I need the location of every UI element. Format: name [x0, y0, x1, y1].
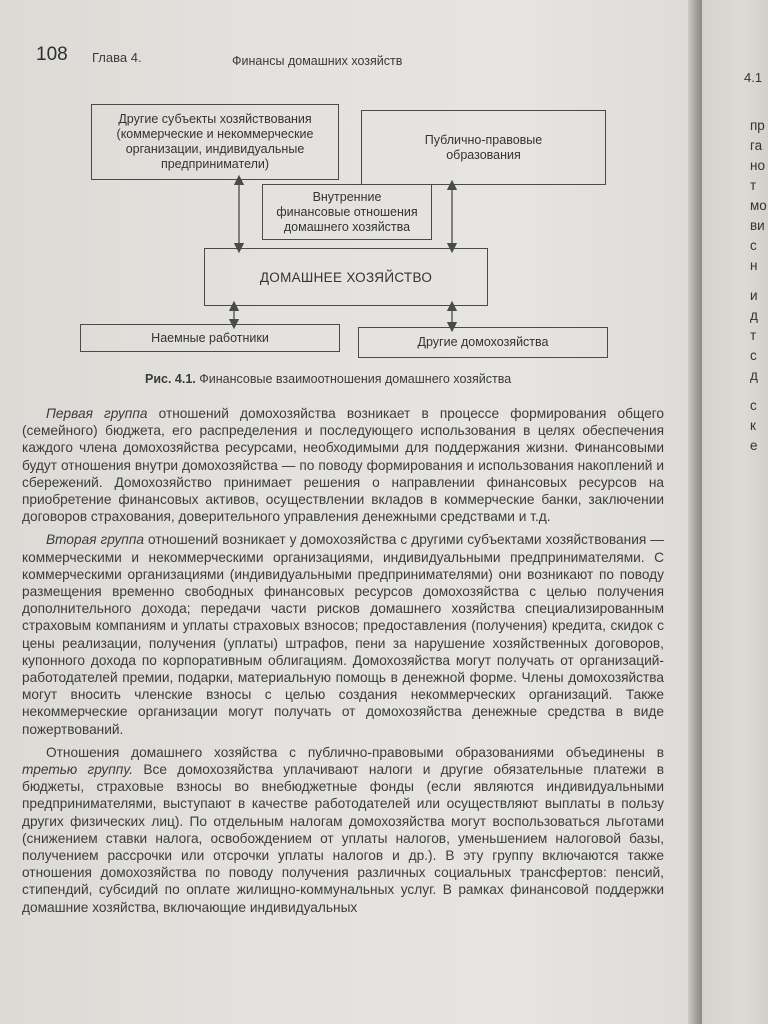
- next-page-fragment: и: [750, 288, 758, 303]
- box-public-entities-line: образования: [446, 147, 521, 162]
- box-other-entities-line: Другие субъекты хозяйствования: [118, 112, 312, 126]
- next-page-heading: 4.1: [744, 70, 763, 85]
- next-page-fragment: мо: [750, 198, 767, 213]
- box-hired-workers: Наемные работники: [80, 324, 340, 352]
- next-page-fragment: н: [750, 258, 758, 273]
- paragraph-first-group-em: Первая группа: [46, 406, 148, 421]
- chapter-label: Глава 4.: [92, 50, 142, 65]
- paragraph-second-group-em: Вторая группа: [46, 532, 144, 548]
- box-public-entities: [361, 110, 606, 185]
- next-page-fragment: га: [750, 138, 763, 153]
- figure-caption: [145, 372, 511, 386]
- paragraph-third-group-text-a: Отношения домашнего хозяйства с публично-правовыми образованиями объединены в: [46, 744, 664, 760]
- paragraph-second-group: [22, 531, 664, 737]
- figure-caption-label: Рис. 4.1.: [145, 372, 196, 386]
- box-internal-relations-line: домашнего хозяйства: [283, 219, 411, 234]
- paragraph-first-group-text: отношений домохозяйства возникает в процессе формирования общего (семейного) бюджета, его распределения и последующего использования в целях обеспечения каждого члена домохозяйства ресурсами, необходимыми для поддержания жизни. Финансовыми будут отношения внутри домохозяйства — по поводу формирования и использования накоплений и сбережений. Домохозяйство принимает решения о направлении финансовых ресурсов на приобретение финансовых активов, осуществлении вкладов в коммерческие банки, заключении договоров страхования, доверительного управления денежными средствами и т.д.: [22, 406, 664, 525]
- paragraph-third-group-em: третью группу.: [22, 762, 134, 778]
- paragraph-third-group: [22, 744, 664, 916]
- box-internal-relations-line: финансовые отношения: [276, 204, 418, 219]
- next-page-fragment: т: [750, 328, 757, 343]
- paragraph-second-group-text: отношений возникает у домохозяйства с другими субъектами хозяйствования — коммерческими и некоммерческими организациями, индивидуальными предпринимателями. С коммерческими организациями (индивидуальными предпринимателями) они возникают по поводу размещения временно свободных финансовых ресурсов домохозяйства с целью получения дополнительного дохода; передачи части рисков домашнего хозяйства специализированным страховым компаниям и уплаты страховых взносов; предоставления (получения) кредита, скидок с цены реализации, получения (уплаты) штрафов, пени за нарушение хозяйственных договоров, купонного дохода по корпоративным облигациям. Домохозяйства могут получать от организаций-работодателей премии, подарки, материальную помощь в денежной форме. Члены домохозяйства могут вносить членские взносы с целью создания некоммерческих организаций. Также некоммерческие организации могут получать от домохозяйства денежные средства в виде пожертвований.: [22, 532, 664, 737]
- page-number: 108: [36, 44, 68, 65]
- book-page-right-edge: [702, 0, 768, 1024]
- book-gutter: [688, 0, 702, 1024]
- next-page-fragment: е: [750, 438, 758, 453]
- body-text: [22, 405, 664, 922]
- next-page-fragment: д: [750, 368, 758, 383]
- next-page-fragment: пр: [750, 118, 765, 133]
- next-page-fragment: к: [750, 418, 756, 433]
- next-page-fragment: с: [750, 398, 757, 413]
- box-other-entities: [91, 104, 339, 180]
- box-other-households: Другие домохозяйства: [358, 327, 608, 358]
- figure-caption-text: Финансовые взаимоотношения домашнего хозяйства: [195, 372, 512, 386]
- next-page-fragment: с: [750, 238, 757, 253]
- box-public-entities-line: Публично-правовые: [424, 132, 543, 147]
- next-page-fragment: д: [750, 308, 758, 323]
- next-page-fragment: с: [750, 348, 757, 363]
- paragraph-third-group-text-b: Все домохозяйства уплачивают налоги и другие обязательные платежи в бюджеты, страховые взносы во внебюджетные фонды (если являются индивидуальными предпринимателями, выступают в качестве работодателей или осуществляют выплаты в пользу других физических лиц). По отдельным налогам домохозяйства могут воспользоваться льготами (снижением ставки налога, освобождением от уплаты налогов, уменьшением налоговой базы, получением рассрочки или отсрочки уплаты налогов и др.). В эту группу включаются также отношения домохозяйства по поводу получения различных социальных трансфертов: пенсий, стипендий, субсидий по оплате жилищно-коммунальных услуг. В рамках финансовой поддержки домашние хозяйства, включающие индивидуальных: [22, 762, 665, 915]
- box-internal-relations: [262, 184, 432, 240]
- paragraph-first-group: [22, 405, 664, 525]
- box-internal-relations-line: Внутренние: [312, 189, 382, 204]
- box-other-entities-line: предприниматели): [160, 157, 270, 171]
- figure-diagram: [0, 0, 696, 400]
- box-household: ДОМАШНЕЕ ХОЗЯЙСТВО: [204, 248, 488, 306]
- next-page-fragment: т: [750, 178, 757, 193]
- next-page-fragment: ви: [750, 218, 765, 233]
- running-title: Финансы домашних хозяйств: [232, 54, 403, 68]
- next-page-fragment: но: [750, 158, 765, 173]
- box-other-entities-line: организации, индивидуальные: [125, 142, 305, 156]
- box-other-entities-line: (коммерческие и некоммерческие: [116, 127, 314, 141]
